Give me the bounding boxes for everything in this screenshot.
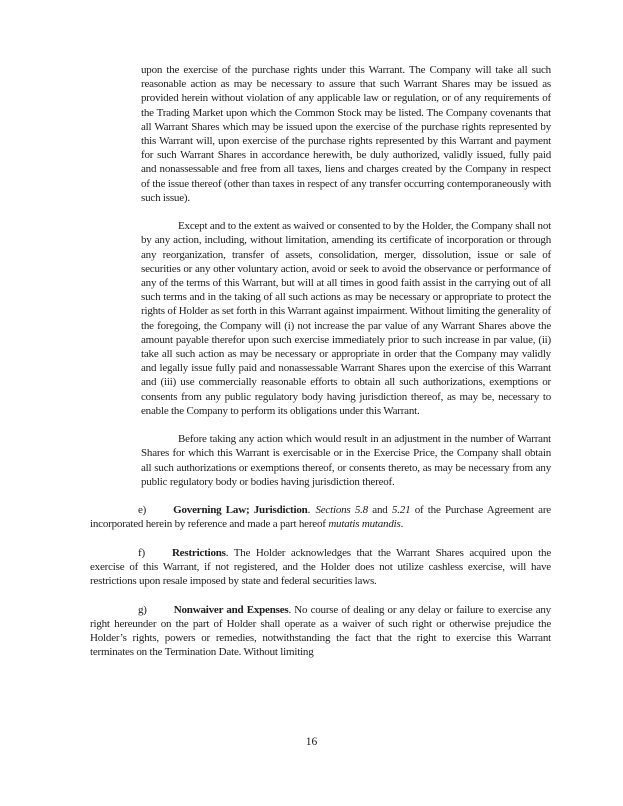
clause-g-text: Nonwaiver and Expenses. No course of dealing or any delay or failure to exercise any right hereunder on the part of Holder shall operate as a waiver of such right or otherwise prejudice the Holder’s rights, powers or remedies, notwithstanding the fact that the right to exercise this Warrant terminates on the Termination Date. Without limiting — [90, 603, 551, 659]
paragraph-regulatory-authorizations: Before taking any action which would result in an adjustment in the number of Warrant Shares for which this Warrant is exercisable or in the Exercise Price, the Company shall obtain all such authorizations or exemptions thereof, or consents thereto, as may be necessary from any public regulatory body or bodies having jurisdiction thereof. — [141, 433, 551, 488]
clause-e-governing-law — [90, 503, 551, 531]
paragraph-warrant-covenant-continuation: upon the exercise of the purchase rights under this Warrant. The Company will take all such reasonable action as may be necessary to assure that such Warrant Shares may be issued as provided herein without violation of any applicable law or regulation, or of any requirements of the Trading Market upon which the Common Stock may be listed. The Company covenants that all Warrant Shares which may be issued upon the exercise of the purchase rights represented by this Warrant will, upon exercise of the purchase rights represented by this Warrant and payment for such Warrant Shares in accordance herewith, be duly authorized, validly issued, fully paid and nonassessable and free from all taxes, liens and charges created by the Company in respect of the issue thereof (other than taxes in respect of any transfer occurring contemporaneously with such issue). — [141, 64, 551, 204]
page-number: 16 — [305, 736, 318, 748]
paragraph-no-impairment: Except and to the extent as waived or consented to by the Holder, the Company shall not by any action, including, without limitation, amending its certificate of incorporation or through any reorganization, transfer of assets, consolidation, merger, dissolution, issue or sale of securities or any other voluntary action, avoid or seek to avoid the observance or performance of any of the terms of this Warrant, but will at all times in good faith assist in the carrying out of all such terms and in the taking of all such actions as may be necessary or appropriate to protect the rights of Holder as set forth in this Warrant against impairment. Without limiting the generality of the foregoing, the Company will (i) not increase the par value of any Warrant Shares above the amount payable therefor upon such exercise immediately prior to such increase in par value, (ii) take all such action as may be necessary or appropriate in order that the Company may validly and legally issue fully paid and nonassessable Warrant Shares upon the exercise of this Warrant and (iii) use commercially reasonable efforts to obtain all such authorizations, exemptions or consents from any public regulatory body having jurisdiction thereof, as may be, necessary to enable the Company to perform its obligations under this Warrant. — [141, 220, 551, 417]
clause-f-label: f) — [138, 546, 145, 559]
clause-g-label: g) — [138, 603, 147, 616]
body-text — [90, 63, 551, 659]
clause-e-text: Governing Law; Jurisdiction. Sections 5.8 and 5.21 of the Purchase Agreement are incorporated herein by reference and made a part hereof mutatis mutandis. — [90, 504, 551, 531]
clause-e-label: e) — [138, 504, 147, 517]
clause-g-nonwaiver-expenses — [90, 603, 551, 660]
clause-f-text: Restrictions. The Holder acknowledges that the Warrant Shares acquired upon the exercise of this Warrant, if not registered, and the Holder does not utilize cashless exercise, will have restrictions upon resale imposed by state and federal securities laws. — [90, 546, 551, 588]
clause-f-restrictions — [90, 546, 551, 589]
